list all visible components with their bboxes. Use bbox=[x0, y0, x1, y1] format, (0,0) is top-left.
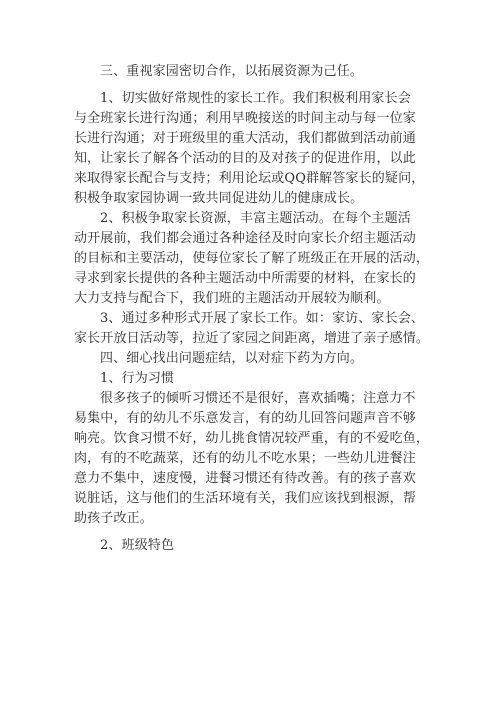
paragraph-line: 动开展前，我们都会通过各种途径及时向家长介绍主题活动 bbox=[74, 231, 416, 246]
section-heading: 三、重视家园密切合作，以拓展资源为己任。 bbox=[100, 64, 364, 79]
paragraph-line: 知，让家长了解各个活动的目的及对孩子的促进作用，以此 bbox=[74, 151, 416, 166]
paragraph-line: 说脏话，这与他们的生活环境有关，我们应该找到根源，帮 bbox=[74, 491, 416, 506]
paragraph-line: 肉，有的不吃蔬菜，还有的幼儿不吃水果；一些幼儿进餐注 bbox=[74, 451, 416, 466]
paragraph-line: 长进行沟通；对于班级里的重大活动，我们都做到活动前通 bbox=[74, 131, 416, 146]
paragraph-line: 积极争取家园协调一致共同促进幼儿的健康成长。 bbox=[74, 191, 364, 206]
subsection-heading: 2、班级特色 bbox=[100, 538, 175, 553]
subsection-heading: 1、行为习惯 bbox=[100, 371, 175, 386]
paragraph-line: 与全班家长进行沟通；利用早晚接送的时间主动与每一位家 bbox=[74, 111, 416, 126]
paragraph-line: 助孩子改正。 bbox=[74, 511, 153, 526]
paragraph-line: 1、切实做好常规性的家长工作。我们积极利用家长会 bbox=[100, 91, 411, 106]
paragraph-line: 大力支持与配合下，我们班的主题活动开展较为顺利。 bbox=[74, 291, 390, 306]
paragraph-line: 寻求到家长提供的各种主题活动中所需要的材料，在家长的 bbox=[74, 271, 416, 286]
document-body bbox=[74, 62, 438, 556]
paragraph-line: 3、通过多种形式开展了家长工作。如：家访、家长会、 bbox=[100, 311, 425, 326]
section-heading: 四、细心找出问题症结，以对症下药为方向。 bbox=[100, 351, 364, 366]
paragraph-line: 意力不集中，速度慢，进餐习惯还有待改善。有的孩子喜欢 bbox=[74, 471, 416, 486]
paragraph-line: 家长开放日活动等，拉近了家园之间距离，增进了亲子感情。 bbox=[74, 331, 430, 346]
paragraph-line: 的目标和主要活动，使每位家长了解了班级正在开展的活动， bbox=[74, 251, 430, 266]
paragraph-line: 很多孩子的倾听习惯还不是很好，喜欢插嘴；注意力不 bbox=[100, 391, 416, 406]
paragraph-line: 2、积极争取家长资源，丰富主题活动。在每个主题活 bbox=[100, 211, 411, 226]
paragraph-line: 来取得家长配合与支持；利用论坛或QQ群解答家长的疑问， bbox=[74, 171, 425, 186]
paragraph-line: 易集中，有的幼儿不乐意发言，有的幼儿回答问题声音不够 bbox=[74, 411, 416, 426]
paragraph-line: 响亮。饮食习惯不好，幼儿挑食情况较严重，有的不爱吃鱼， bbox=[74, 431, 430, 446]
